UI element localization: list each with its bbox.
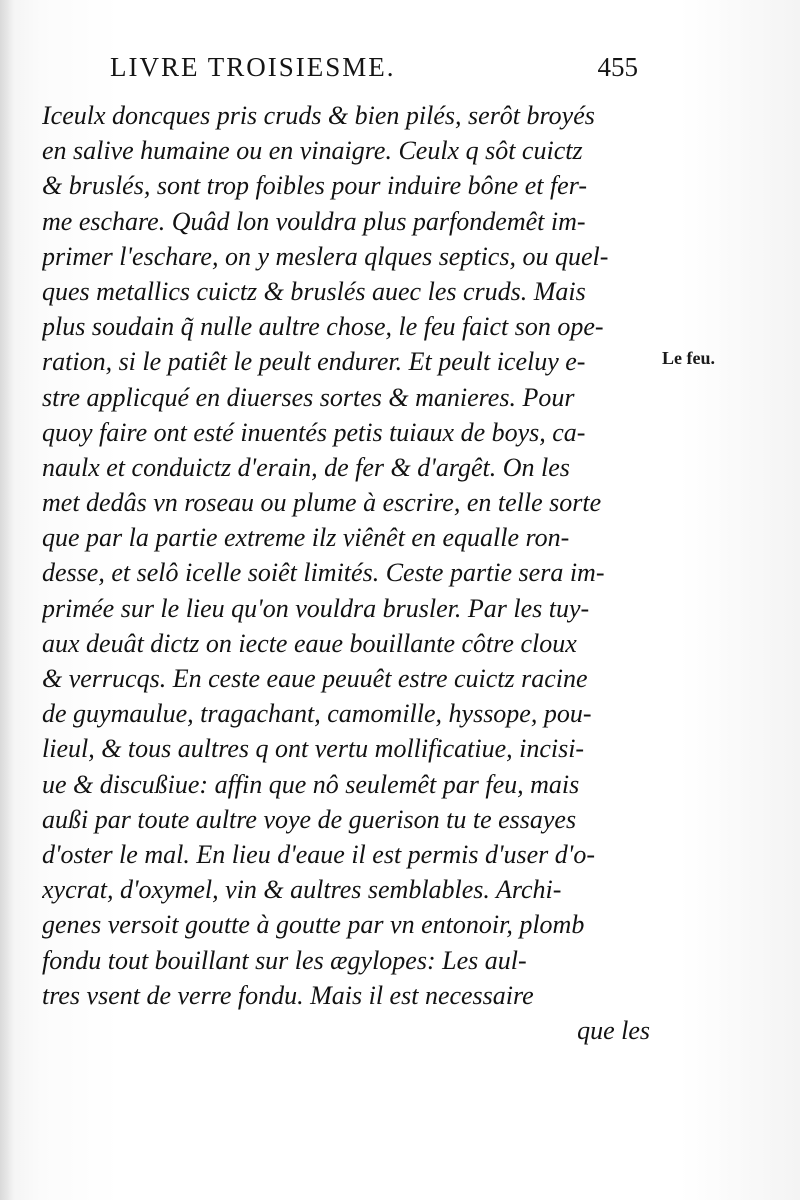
- text-line: me eschare. Quâd lon vouldra plus parfondemêt im-: [42, 206, 586, 236]
- text-line: Iceulx doncques pris cruds & bien pilés, serôt broyés: [42, 101, 595, 130]
- text-line: ration, si le patiêt le peult endurer. Et peult iceluy e-: [42, 347, 586, 377]
- text-line: ques metallics cuictz & bruslés auec les cruds. Mais: [42, 276, 586, 306]
- text-line: que par la partie extreme ilz viênêt en equalle ron-: [42, 523, 570, 553]
- body-text: [42, 98, 654, 1048]
- text-line: de guymaulue, tragachant, camomille, hyssope, pou-: [42, 699, 592, 729]
- text-line: naulx et conduictz d'erain, de fer & d'argêt. On les: [42, 452, 570, 482]
- text-line: primer l'eschare, on y meslera qlques septics, ou quel-: [42, 241, 609, 271]
- page-number: 455: [597, 52, 638, 82]
- text-line: lieul, & tous aultres q ont vertu mollificatiue, incisi-: [42, 734, 585, 764]
- text-line: stre applicqué en diuerses sortes & manieres. Pour: [42, 382, 575, 412]
- text-line-catchword: que les: [577, 1015, 650, 1045]
- text-line: d'oster le mal. En lieu d'eaue il est permis d'user d'o-: [42, 839, 595, 869]
- page-header: [110, 52, 638, 92]
- text-line: plus soudain q̃ nulle aultre chose, le feu faict son ope-: [42, 312, 604, 342]
- text-line: desse, et selô icelle soiêt limités. Ceste partie sera im-: [42, 558, 605, 588]
- text-line: xycrat, d'oxymel, vin & aultres semblables. Archi-: [42, 875, 562, 905]
- text-line: genes versoit goutte à goutte par vn entonoir, plomb: [42, 910, 585, 940]
- text-line: tres vsent de verre fondu. Mais il est necessaire: [42, 980, 534, 1010]
- text-line: außi par toute aultre voye de guerison tu te essayes: [42, 804, 577, 834]
- text-line: & bruslés, sont trop foibles pour induire bône et fer-: [42, 171, 587, 201]
- text-line: fondu tout bouillant sur les ægylopes: Les aul-: [42, 945, 527, 975]
- text-line: ue & discußiue: affin que nô seulemêt par feu, mais: [42, 769, 580, 799]
- page-gutter-shadow: [0, 0, 14, 1200]
- running-title: LIVRE TROISIESME.: [110, 52, 396, 82]
- text-line: quoy faire ont esté inuentés petis tuiaux de boys, ca-: [42, 417, 586, 447]
- text-line: aux deuât dictz on iecte eaue bouillante côtre cloux: [42, 628, 577, 658]
- text-line: primée sur le lieu qu'on vouldra brusler. Par les tuy-: [42, 593, 590, 623]
- margin-note: Le feu.: [662, 348, 715, 368]
- text-line: & verrucqs. En ceste eaue peuuêt estre cuictz racine: [42, 664, 588, 693]
- text-line: met dedâs vn roseau ou plume à escrire, en telle sorte: [42, 488, 602, 518]
- text-line: en salive humaine ou en vinaigre. Ceulx q sôt cuictz: [42, 136, 583, 166]
